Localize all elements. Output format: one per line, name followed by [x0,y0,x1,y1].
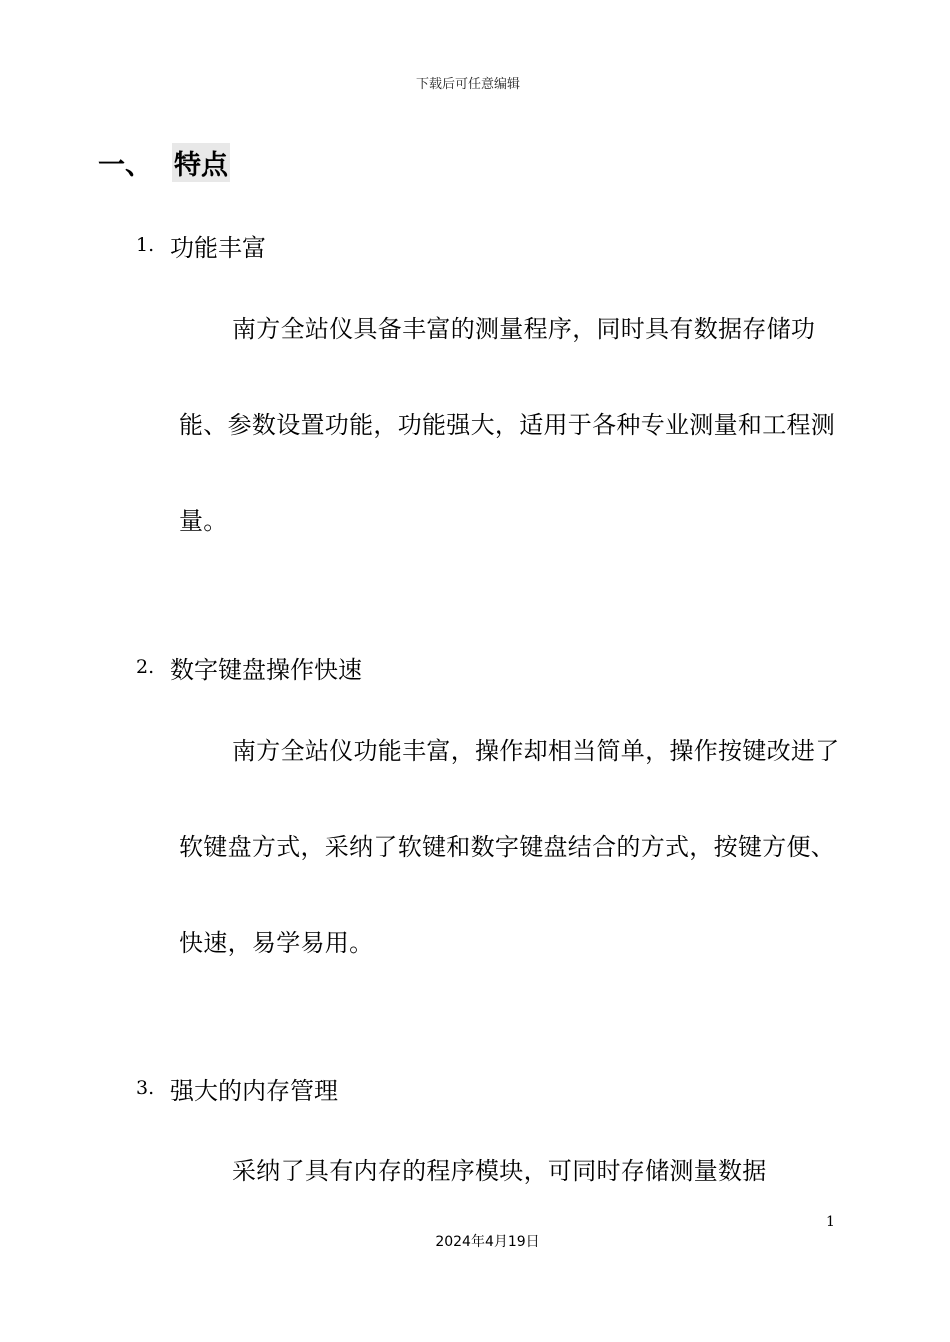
section-heading [98,140,230,184]
item-title: 数字键盘操作快速 [170,655,362,684]
item-paragraph-3: 采纳了具有内存的程序模块，可同时存储测量数据 [232,1157,767,1185]
item-number: 3. [136,1077,155,1099]
item-number: 1. [136,234,155,256]
footer-date: 2024年4月19日 [435,1234,540,1250]
section-number: 一、 [98,149,152,181]
item-title: 强大的内存管理 [170,1076,338,1105]
item-paragraph-1: 南方全站仪具备丰富的测量程序，同时具有数据存储功能、参数设置功能，功能强大，适用于各种专业测量和工程测量。 [179,315,836,535]
item-heading-2 [136,647,362,687]
item-heading-1 [136,225,266,265]
page-number: 1 [826,1214,835,1230]
item-heading-3 [136,1068,338,1108]
section-title: 特点 [172,143,230,182]
page-header: 下载后可任意编辑 [415,77,520,92]
item-number: 2. [136,656,155,678]
item-paragraph-2: 南方全站仪功能丰富，操作却相当简单，操作按键改进了软键盘方式，采纳了软键和数字键盘结合的方式，按键方便、快速，易学易用。 [179,737,840,957]
item-title: 功能丰富 [170,233,266,262]
